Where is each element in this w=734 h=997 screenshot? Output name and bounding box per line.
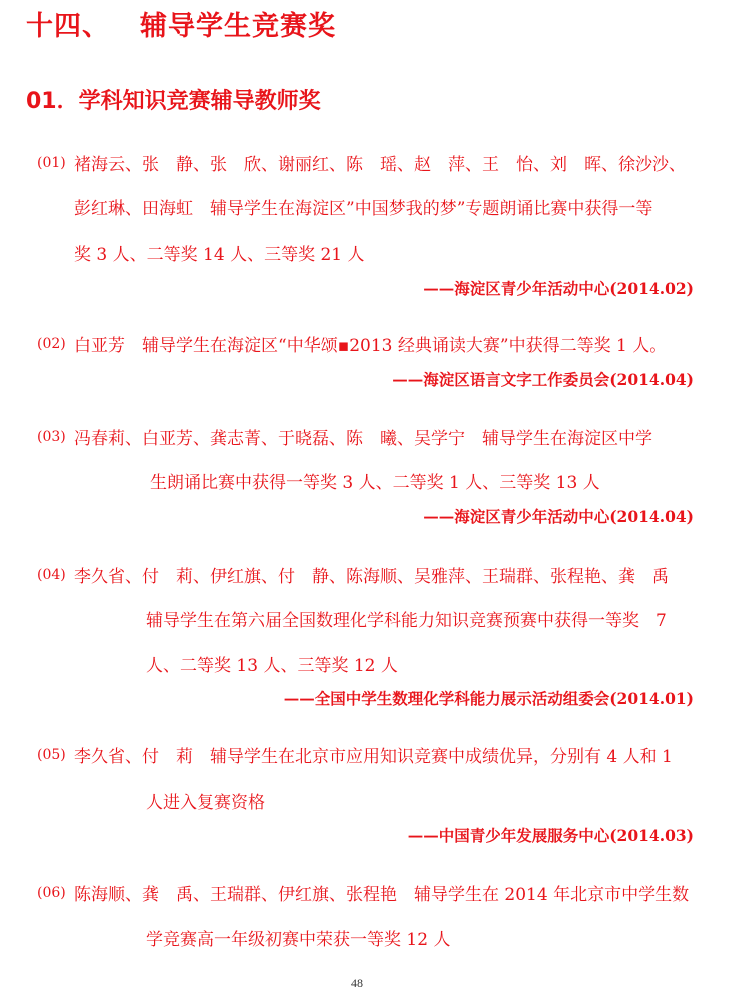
entry-line: 人进入复赛资格 <box>146 793 265 813</box>
entry-number: (03) <box>37 429 66 445</box>
entry-line: 白亚芳 辅导学生在海淀区“中华颂▪2013 经典诵读大赛”中获得二等奖 1 人。 <box>74 336 667 356</box>
page-number: 48 <box>351 976 363 990</box>
entry-line: 褚海云、张 静、张 欣、谢丽红、陈 瑶、赵 萍、王 怡、刘 晖、徐沙沙、 <box>74 155 686 175</box>
entry-source: ——海淀区语言文字工作委员会(2014.04) <box>392 370 694 389</box>
entry-number: (04) <box>37 567 66 583</box>
section-title: 辅导学生竞赛奖 <box>140 11 336 42</box>
section-heading <box>26 4 336 43</box>
entry-line: 人、二等奖 13 人、三等奖 12 人 <box>146 656 398 676</box>
entry-number: (02) <box>37 336 66 352</box>
entry-source: ——海淀区青少年活动中心(2014.02) <box>423 279 694 298</box>
entry-line: 彭红琳、田海虹 辅导学生在海淀区”中国梦我的梦”专题朗诵比赛中获得一等 <box>74 199 653 219</box>
entry-line: 生朗诵比赛中获得一等奖 3 人、二等奖 1 人、三等奖 13 人 <box>150 473 600 493</box>
entry-number: (01) <box>37 155 66 171</box>
entry-source: ——海淀区青少年活动中心(2014.04) <box>423 507 694 526</box>
entry-number: (05) <box>37 747 66 763</box>
entry-line: 李久省、付 莉、伊红旗、付 静、陈海顺、吴雅萍、王瑞群、张程艳、龚 禹 <box>74 567 669 587</box>
entry-number: (06) <box>37 885 66 901</box>
entry-line: 奖 3 人、二等奖 14 人、三等奖 21 人 <box>74 245 365 265</box>
entry-line: 冯春莉、白亚芳、龚志菁、于晓磊、陈 曦、吴学宁 辅导学生在海淀区中学 <box>74 429 652 449</box>
entry-source: ——全国中学生数理化学科能力展示活动组委会(2014.01) <box>283 689 694 708</box>
subsection-heading: 01．学科知识竞赛辅导教师奖 <box>26 89 321 114</box>
entry-line: 学竞赛高一年级初赛中荣获一等奖 12 人 <box>146 930 451 950</box>
section-number: 十四、 <box>26 11 110 42</box>
entry-line: 辅导学生在第六届全国数理化学科能力知识竞赛预赛中获得一等奖 7 <box>146 611 667 631</box>
entry-source: ——中国青少年发展服务中心(2014.03) <box>407 826 694 845</box>
entry-line: 陈海顺、龚 禹、王瑞群、伊红旗、张程艳 辅导学生在 2014 年北京市中学生数 <box>74 885 690 905</box>
entry-line: 李久省、付 莉 辅导学生在北京市应用知识竞赛中成绩优异，分别有 4 人和 1 <box>74 747 673 767</box>
